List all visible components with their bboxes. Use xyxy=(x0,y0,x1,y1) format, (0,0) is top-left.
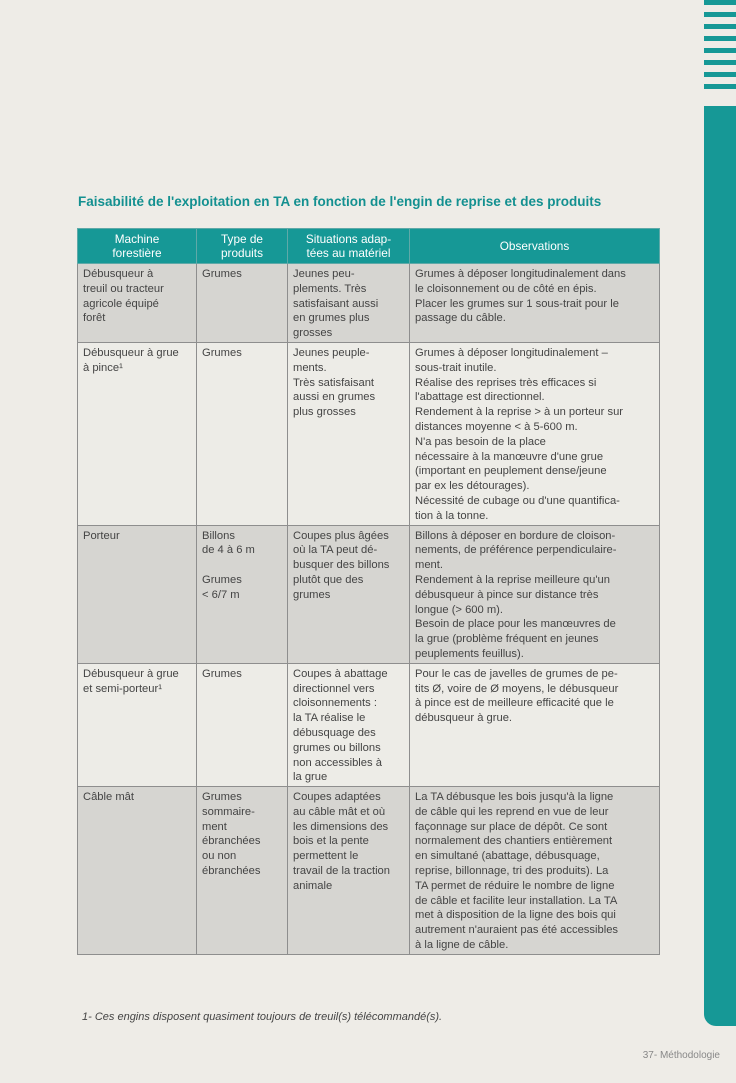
cell-text-line: plus grosses xyxy=(293,406,356,419)
cell-text-line: débusqueur à pince sur distance très xyxy=(415,588,599,601)
cell-text-line: Machine xyxy=(114,232,160,246)
cell-text-line: où la TA peut dé- xyxy=(293,544,378,557)
cell-product-type xyxy=(197,525,288,663)
side-decoration-stripes xyxy=(704,0,736,96)
side-color-bar xyxy=(704,106,736,1026)
cell-text-line: ébranchées xyxy=(202,865,261,878)
cell-text-line: cloisonnements : xyxy=(293,697,377,710)
cell-text-line: Placer les grumes sur 1 sous-trait pour le xyxy=(415,297,619,310)
cell-text-line: plements. Très xyxy=(293,282,367,295)
cell-text-line: et semi-porteur¹ xyxy=(83,682,162,695)
table-row xyxy=(78,663,660,786)
cell-observations xyxy=(410,525,660,663)
cell-text-line: à pince¹ xyxy=(83,361,123,374)
cell-text-line: autrement n'auraient pas été accessibles xyxy=(415,924,619,937)
cell-observations xyxy=(410,342,660,525)
cell-text-line: à la ligne de câble. xyxy=(415,939,509,952)
cell-text-line: Jeunes peuple- xyxy=(293,346,370,359)
cell-text-line: Grumes xyxy=(202,346,242,359)
stripe xyxy=(704,12,736,17)
cell-text-line: reprise, billonnage, tri des produits). La xyxy=(415,865,609,878)
cell-situations xyxy=(288,525,410,663)
cell-text-line: Débusqueur à grue xyxy=(83,346,179,359)
cell-text-line: tits Ø, voire de Ø moyens, le débusqueur xyxy=(415,682,619,695)
cell-text-line: nécessaire à la manœuvre d'une grue xyxy=(415,450,604,463)
header-machine xyxy=(78,229,197,264)
cell-observations xyxy=(410,264,660,343)
feasibility-table xyxy=(77,228,660,955)
cell-text-line: aussi en grumes xyxy=(293,391,376,404)
header-product-type xyxy=(197,229,288,264)
cell-machine xyxy=(78,264,197,343)
table-row xyxy=(78,264,660,343)
cell-machine xyxy=(78,787,197,955)
cell-text-line: Grumes à déposer longitudinalement dans xyxy=(415,268,626,280)
stripe xyxy=(704,36,736,41)
cell-text-line: Type de xyxy=(221,232,263,246)
cell-text-line: Grumes xyxy=(202,791,242,804)
cell-text-line: Situations adap- xyxy=(305,232,392,246)
table-header-row xyxy=(78,229,660,264)
stripe xyxy=(704,0,736,5)
cell-text-line: grumes xyxy=(293,588,331,601)
cell-text-line: la TA réalise le xyxy=(293,712,366,725)
table-row xyxy=(78,342,660,525)
cell-text-line: débusqueur à grue. xyxy=(415,712,513,725)
cell-text-line: Grumes xyxy=(202,573,242,586)
header-observations xyxy=(410,229,660,264)
cell-machine xyxy=(78,525,197,663)
cell-text-line: satisfaisant aussi xyxy=(293,297,379,310)
cell-text-line: de câble et facilite leur installation. La TA xyxy=(415,894,618,907)
cell-text-line: travail de la traction xyxy=(293,865,391,878)
cell-text-line: met à disposition de la ligne des bois qui xyxy=(415,909,616,922)
cell-text-line: longue (> 600 m). xyxy=(415,603,503,616)
stripe xyxy=(704,48,736,53)
stripe xyxy=(704,72,736,77)
cell-text-line: Porteur xyxy=(83,529,120,542)
cell-text-line: directionnel vers xyxy=(293,682,375,695)
cell-text-line: forêt xyxy=(83,312,106,325)
cell-situations xyxy=(288,264,410,343)
cell-text-line: ment. xyxy=(415,559,443,572)
cell-product-type xyxy=(197,787,288,955)
cell-product-type xyxy=(197,342,288,525)
table-row xyxy=(78,525,660,663)
cell-text-line: distances moyenne < à 5-600 m. xyxy=(415,420,578,433)
cell-text-line: Grumes xyxy=(202,268,242,280)
cell-text-line: Très satisfaisant xyxy=(293,376,375,389)
cell-text-line: Nécessité de cubage ou d'une quantifica- xyxy=(415,494,620,507)
cell-text-line: bois et la pente xyxy=(293,835,369,848)
cell-text-line: à pince est de meilleure efficacité que le xyxy=(415,697,614,710)
cell-text-line: l'abattage est directionnel. xyxy=(415,391,545,404)
cell-text-line: busquer des billons xyxy=(293,559,390,572)
cell-text-line: Billons à déposer en bordure de cloison- xyxy=(415,529,616,542)
footnote: 1- Ces engins disposent quasiment toujours de treuil(s) télécommandé(s). xyxy=(82,1011,443,1023)
cell-text-line: Observations xyxy=(499,239,570,253)
cell-text-line: Câble mât xyxy=(83,791,134,804)
cell-text-line: Réalise des reprises très efficaces si xyxy=(415,376,597,389)
cell-text-line: nements, de préférence perpendiculaire- xyxy=(415,544,617,557)
cell-text-line: débusquage des xyxy=(293,726,376,739)
cell-text-line: de 4 à 6 m xyxy=(202,544,255,557)
stripe xyxy=(704,84,736,89)
page-number: 37- Méthodologie xyxy=(642,1050,720,1061)
cell-text-line: ment xyxy=(202,820,227,833)
cell-text-line: par ex les détourages). xyxy=(415,480,530,493)
cell-text-line: produits xyxy=(221,246,263,260)
cell-text-line: le cloisonnement ou de côté en épis. xyxy=(415,282,597,295)
cell-text-line: N'a pas besoin de la place xyxy=(415,435,546,448)
cell-text-line: façonnage sur place de dépôt. Ce sont xyxy=(415,820,608,833)
cell-machine xyxy=(78,342,197,525)
cell-situations xyxy=(288,663,410,786)
cell-text-line: animale xyxy=(293,879,333,892)
cell-text-line: Débusqueur à xyxy=(83,268,154,280)
cell-text-line: La TA débusque les bois jusqu'à la ligne xyxy=(415,791,614,804)
cell-text-line: tion à la tonne. xyxy=(415,509,489,522)
cell-situations xyxy=(288,787,410,955)
stripe xyxy=(704,60,736,65)
table-row xyxy=(78,787,660,955)
cell-text-line: Coupes adaptées xyxy=(293,791,381,804)
document-title: Faisabilité de l'exploitation en TA en fonction de l'engin de reprise et des produits xyxy=(78,194,602,209)
cell-text-line: en simultané (abattage, débusquage, xyxy=(415,850,600,863)
cell-observations xyxy=(410,787,660,955)
cell-text-line: non accessibles à xyxy=(293,756,382,769)
cell-text-line: grumes ou billons xyxy=(293,741,381,754)
cell-text-line: forestière xyxy=(112,246,162,260)
cell-text-line: normalement des chantiers entièrement xyxy=(415,835,613,848)
cell-text-line: la grue (problème fréquent en jeunes xyxy=(415,633,599,646)
cell-text-line: < 6/7 m xyxy=(202,588,240,601)
cell-text-line: peuplements feuillus). xyxy=(415,647,524,660)
cell-machine xyxy=(78,663,197,786)
cell-text-line: (important en peuplement dense/jeune xyxy=(415,465,607,478)
cell-text-line: treuil ou tracteur xyxy=(83,282,164,295)
cell-text-line: Coupes à abattage xyxy=(293,667,388,680)
cell-text-line: Grumes xyxy=(202,667,242,680)
cell-text-line: TA permet de réduire le nombre de ligne xyxy=(415,879,615,892)
cell-text-line: Coupes plus âgées xyxy=(293,529,389,542)
cell-text-line: ou non xyxy=(202,850,237,863)
cell-text-line: en grumes plus xyxy=(293,312,370,325)
cell-situations xyxy=(288,342,410,525)
cell-text-line: Pour le cas de javelles de grumes de pe- xyxy=(415,667,618,680)
cell-product-type xyxy=(197,663,288,786)
cell-text-line: plutôt que des xyxy=(293,573,364,586)
header-situations xyxy=(288,229,410,264)
stripe xyxy=(704,24,736,29)
cell-text-line: ébranchées xyxy=(202,835,261,848)
cell-text-line: Billons xyxy=(202,529,235,542)
cell-text-line: Grumes à déposer longitudinalement – xyxy=(415,346,608,359)
cell-observations xyxy=(410,663,660,786)
cell-text-line: passage du câble. xyxy=(415,312,506,325)
cell-text-line: agricole équipé xyxy=(83,297,159,310)
cell-product-type xyxy=(197,264,288,343)
cell-text-line: les dimensions des xyxy=(293,820,389,833)
cell-text-line: Débusqueur à grue xyxy=(83,667,179,680)
cell-text-line: de câble qui les reprend en vue de leur xyxy=(415,805,609,818)
cell-text-line: Rendement à la reprise > à un porteur sur xyxy=(415,406,624,419)
cell-text-line: ments. xyxy=(293,361,327,374)
cell-text-line: permettent le xyxy=(293,850,359,863)
cell-text-line: sous-trait inutile. xyxy=(415,361,497,374)
cell-text-line: tées au matériel xyxy=(306,246,391,260)
cell-text-line: Besoin de place pour les manœuvres de xyxy=(415,618,616,631)
cell-text-line: au câble mât et où xyxy=(293,805,386,818)
cell-text-line: grosses xyxy=(293,327,333,340)
cell-text-line: Rendement à la reprise meilleure qu'un xyxy=(415,573,610,586)
cell-text-line: sommaire- xyxy=(202,805,255,818)
cell-text-line: Jeunes peu- xyxy=(293,268,355,280)
cell-text-line: la grue xyxy=(293,771,328,784)
